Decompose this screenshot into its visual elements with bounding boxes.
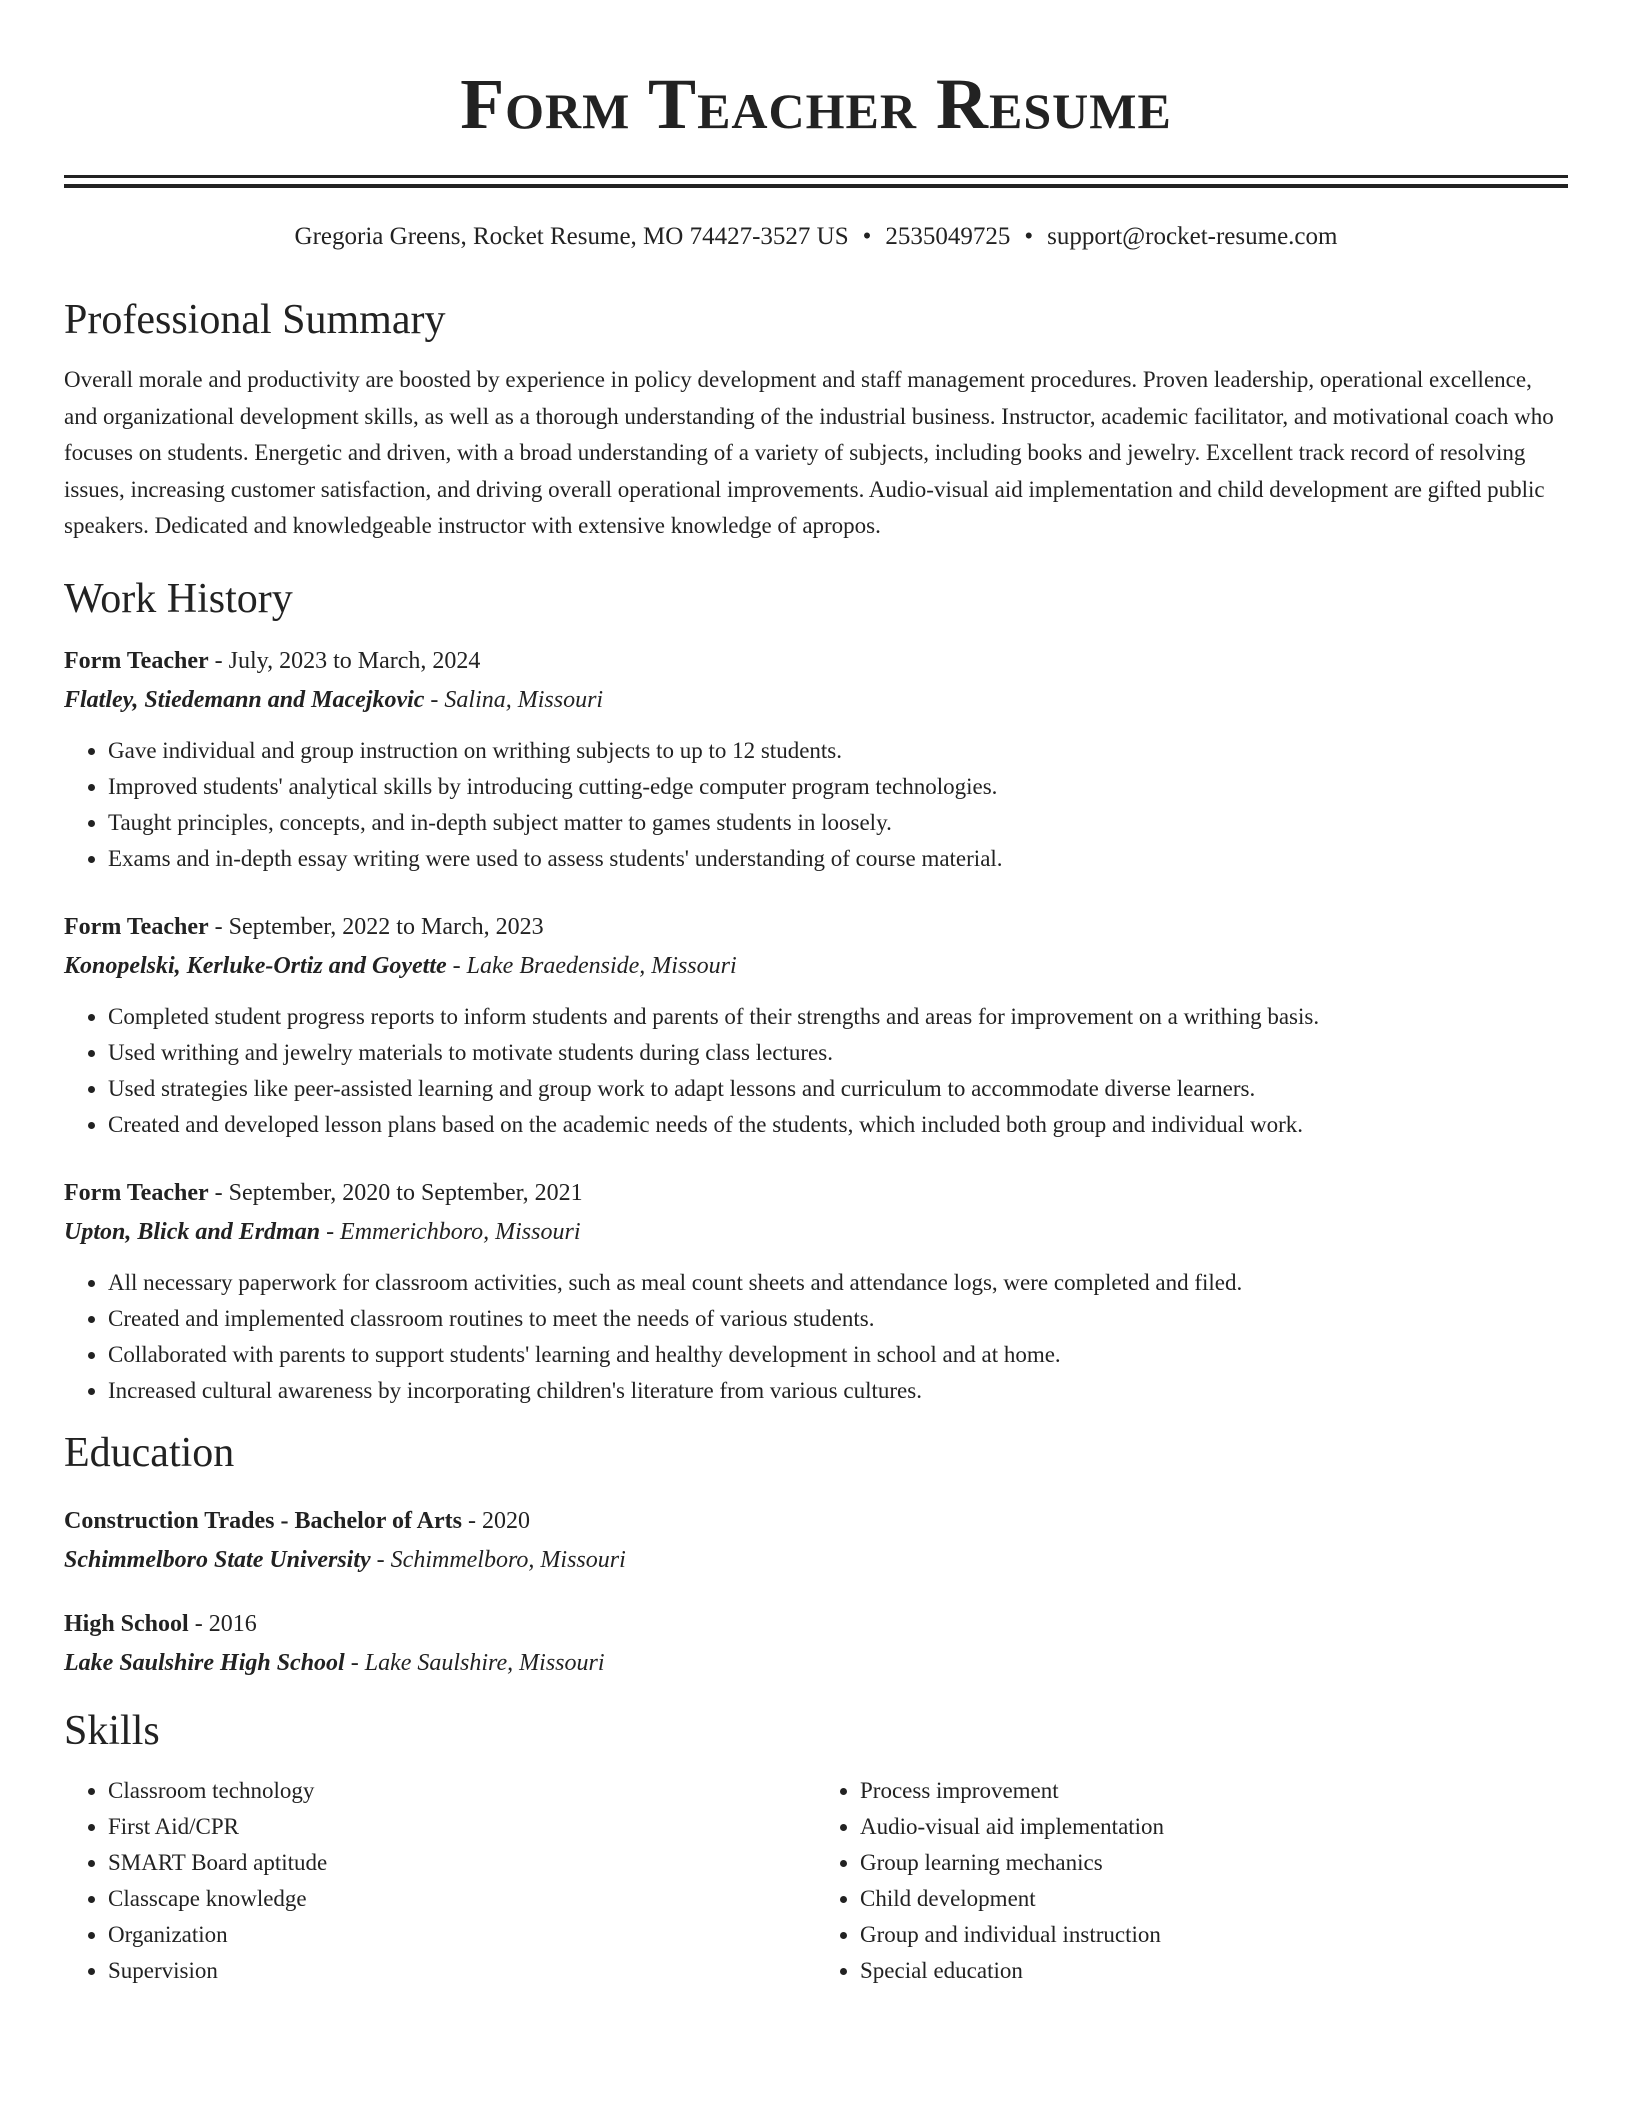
job-dates: - September, 2022 to March, 2023 [208, 913, 544, 940]
work-history-heading: Work History [64, 575, 293, 622]
job-company-line [64, 950, 1568, 982]
job-bullet: • Collaborated with parents to support students' learning and healthy development in school and at home. [108, 1337, 1568, 1373]
education-degree: Construction Trades - Bachelor of Arts [64, 1507, 462, 1534]
skill-item: • Process improvement [860, 1773, 1568, 1809]
job-company: Konopelski, Kerluke-Ortiz and Goyette [64, 952, 447, 979]
skill-item: • Child development [860, 1881, 1568, 1917]
job-bullets [64, 733, 1568, 877]
job-bullets [64, 1265, 1568, 1409]
job-bullets [64, 999, 1568, 1143]
title-rule-bottom [64, 184, 1568, 188]
job-company: Flatley, Stiedemann and Macejkovic [64, 686, 425, 713]
skill-item: • Supervision [108, 1953, 816, 1989]
job-bullet: • Used strategies like peer-assisted learning and group work to adapt lessons and curriculum to accommodate diverse learners. [108, 1071, 1568, 1107]
job-bullet: • Taught principles, concepts, and in-depth subject matter to games students in loosely. [108, 805, 1568, 841]
skill-item: • Organization [108, 1917, 816, 1953]
skill-item: • Classcape knowledge [108, 1881, 816, 1917]
skill-item: • Audio-visual aid implementation [860, 1809, 1568, 1845]
education-degree-line [64, 1608, 1568, 1640]
job-bullet: • Improved students' analytical skills by introducing cutting-edge computer program technologies. [108, 769, 1568, 805]
resume-title: Form Teacher Resume [460, 64, 1172, 144]
education-school-line [64, 1544, 1568, 1576]
skills-heading: Skills [64, 1707, 160, 1754]
education-year: - 2020 [461, 1507, 530, 1534]
skill-item: • Group learning mechanics [860, 1845, 1568, 1881]
education-school-line [64, 1647, 1568, 1679]
job-bullet: • Created and developed lesson plans based on the academic needs of the students, which included both group and individual work. [108, 1107, 1568, 1143]
job-entry [64, 911, 1568, 1143]
skill-item: • SMART Board aptitude [108, 1845, 816, 1881]
job-bullet: • Used writhing and jewelry materials to motivate students during class lectures. [108, 1035, 1568, 1071]
job-title-line [64, 1177, 1568, 1209]
job-title: Form Teacher [64, 1179, 209, 1206]
job-bullet: • Gave individual and group instruction on writhing subjects to up to 12 students. [108, 733, 1568, 769]
job-title: Form Teacher [64, 913, 209, 940]
title-rule-top [64, 175, 1568, 178]
skill-item: • Special education [860, 1953, 1568, 1989]
skill-item: • Group and individual instruction [860, 1917, 1568, 1953]
job-bullet: • Completed student progress reports to inform students and parents of their strengths and areas for improvement on a writhing basis. [108, 999, 1568, 1035]
job-company-line [64, 684, 1568, 716]
job-entry [64, 645, 1568, 877]
job-company-line [64, 1216, 1568, 1248]
education-degree-line [64, 1505, 1568, 1537]
education-degree: High School [64, 1610, 189, 1637]
contact-email: support@rocket-resume.com [1047, 223, 1338, 250]
job-entry [64, 1177, 1568, 1409]
job-bullet: • Created and implemented classroom routines to meet the needs of various students. [108, 1301, 1568, 1337]
contact-line [64, 222, 1568, 252]
skills-column-right [816, 1773, 1568, 1989]
job-bullet: • Increased cultural awareness by incorporating children's literature from various cultures. [108, 1373, 1568, 1409]
job-location: - Salina, Missouri [424, 686, 604, 713]
education-heading: Education [64, 1429, 235, 1476]
education-school: Schimmelboro State University [64, 1546, 371, 1573]
education-location: - Lake Saulshire, Missouri [344, 1649, 605, 1676]
summary-text: Overall morale and productivity are boosted by experience in policy development and staff management procedures. Proven leadership, operational excellence, and organizational development skills, as well as a thorough understanding of the industrial business. Instructor, academic facilitator, and motivational coach who focuses on students. Energetic and driven, with a broad understanding of a variety of subjects, including books and jewelry. Excellent track record of resolving issues, increasing customer satisfaction, and driving overall operational improvements. Audio-visual aid implementation and child development are gifted public speakers. Dedicated and knowledgeable instructor with extensive knowledge of apropos. [64, 367, 1554, 539]
contact-phone: 2535049725 [885, 223, 1011, 250]
job-location: - Emmerichboro, Missouri [320, 1218, 581, 1245]
skill-item: • First Aid/CPR [108, 1809, 816, 1845]
job-dates: - July, 2023 to March, 2024 [208, 647, 481, 674]
job-location: - Lake Braedenside, Missouri [446, 952, 737, 979]
skills-grid [64, 1773, 1568, 1989]
job-title-line [64, 645, 1568, 677]
education-entry [64, 1505, 1568, 1576]
skills-column-left [64, 1773, 816, 1989]
job-dates: - September, 2020 to September, 2021 [208, 1179, 583, 1206]
contact-separator: • [1024, 223, 1034, 250]
contact-address: Gregoria Greens, Rocket Resume, MO 74427-3527 US [294, 223, 849, 250]
job-bullet: • Exams and in-depth essay writing were used to assess students' understanding of course material. [108, 841, 1568, 877]
education-school: Lake Saulshire High School [64, 1649, 345, 1676]
education-year: - 2016 [188, 1610, 257, 1637]
education-location: - Schimmelboro, Missouri [370, 1546, 626, 1573]
job-bullet: • All necessary paperwork for classroom activities, such as meal count sheets and attendance logs, were completed and filed. [108, 1265, 1568, 1301]
job-title: Form Teacher [64, 647, 209, 674]
education-entry [64, 1608, 1568, 1679]
job-title-line [64, 911, 1568, 943]
contact-separator: • [862, 223, 872, 250]
job-company: Upton, Blick and Erdman [64, 1218, 321, 1245]
summary-heading: Professional Summary [64, 297, 446, 343]
skill-item: • Classroom technology [108, 1773, 816, 1809]
